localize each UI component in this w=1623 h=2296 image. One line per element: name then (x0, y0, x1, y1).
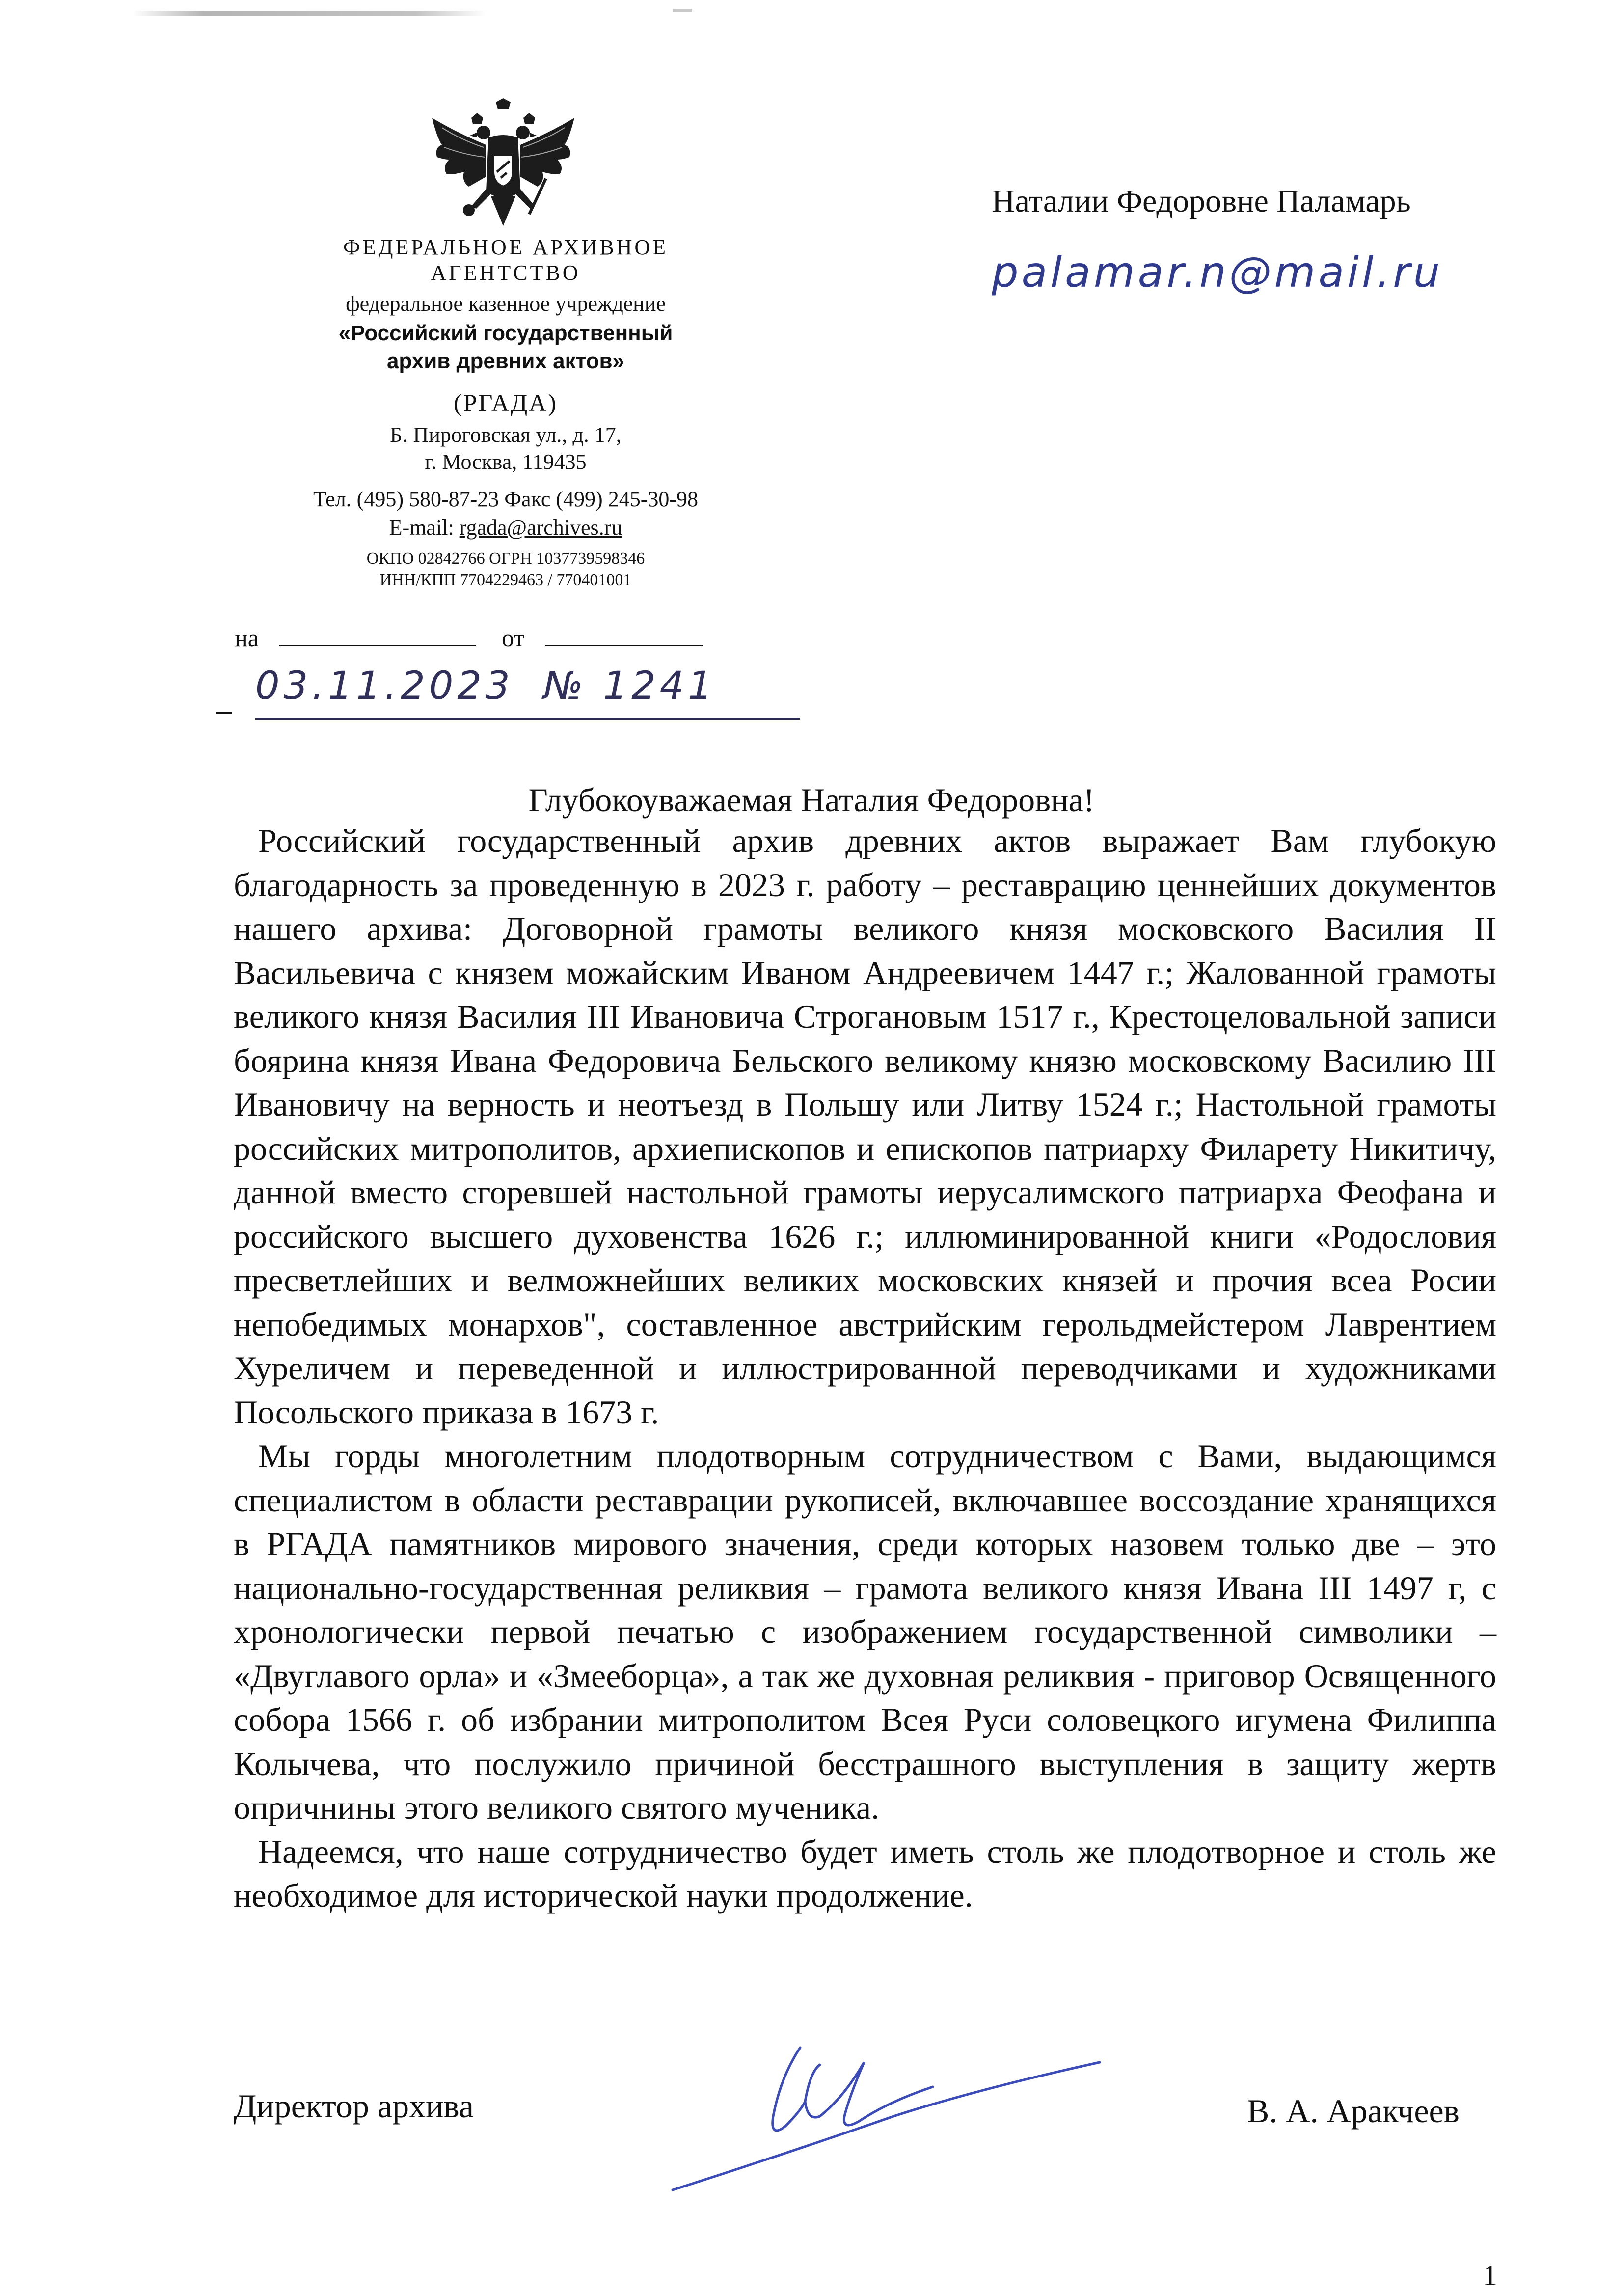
paragraph: Российский государственный архив древних актов выражает Вам глубокую благодарность за проведенную в 2023 г. работу – реставрацию ценнейших документов нашего архива: Договорной грамоты великого князя московского Василия II Васильевича с князем можайским Иваном Андреевичем 1447 г.; Жалованной грамоты великого князя Василия III Ивановича Строгановым 1517 г., Крестоцеловальной записи боярина князя Ивана Федоровича Бельского великому князю московскому Василию III Ивановичу на верность и неотъезд в Польшу или Литву 1524 г.; Настольной грамоты российских митрополитов, архиепископов и епископов патриарху Филарету Никитичу, данной вместо сгоревшей настольной грамоты иерусалимского патриарха Феофана и российского высшего духовенства 1626 г.; иллюминированной книги «Родословия пресветлейших и велможнейших великих московских князей и прочия всеа Росии непобедимых монархов", составленное австрийским герольдмейстером Лаврентием Хуреличем и переведенной и иллюстрированной переводчиками и художниками Посольского приказа в 1673 г. (234, 822, 1496, 1431)
scan-artifact (673, 9, 692, 12)
handwritten-reference (255, 664, 800, 720)
registration-codes (236, 548, 776, 591)
letterhead-agency (236, 235, 776, 286)
letter-body (234, 819, 1496, 1918)
recipient-name: Наталии Федоровне Паламарь (992, 183, 1411, 219)
recipient-email-handwritten: palamar.n@mail.ru (992, 248, 1443, 297)
na-label: на (235, 624, 259, 652)
institution-abbreviation: (РГАДА) (454, 389, 558, 416)
dash-mark (216, 712, 232, 714)
codes-line-1: ОКПО 02842766 ОГРН 1037739598346 (366, 549, 645, 568)
agency-line-2: АГЕНТСТВО (431, 261, 581, 285)
reference-line (235, 624, 703, 652)
handwritten-date: 03.11.2023 (255, 664, 514, 708)
email-label: E-mail: (389, 516, 460, 540)
letterhead-email (236, 515, 776, 541)
address-line-1: Б. Пироговская ул., д. 17, (390, 423, 622, 447)
institution-name (236, 319, 776, 375)
institution-name-line-2: архив древних актов» (386, 349, 625, 373)
signatory-title: Директор архива (234, 2087, 474, 2125)
paragraph: Надеемся, что наше сотрудничество будет иметь столь же плодотворное и столь же необходимое для исторической науки продолжение. (234, 1832, 1496, 1914)
scan-artifact (133, 11, 486, 16)
ot-blank (545, 625, 703, 646)
salutation: Глубокоуважаемая Наталия Федоровна! (528, 781, 1095, 819)
codes-line-2: ИНН/КПП 7704229463 / 770401001 (379, 571, 632, 589)
coat-of-arms-emblem (422, 98, 584, 241)
signatory-name: В. А. Аракчеев (1247, 2092, 1460, 2130)
page-number: 1 (1483, 2259, 1497, 2292)
phone-fax: Тел. (495) 580-87-23 Факс (499) 245-30-98 (313, 487, 698, 511)
handwritten-signature (658, 2043, 1109, 2195)
handwritten-number: № 1241 (543, 664, 717, 708)
address (236, 421, 776, 475)
ot-label: от (501, 624, 525, 652)
agency-line-1: ФЕДЕРАЛЬНОЕ АРХИВНОЕ (343, 235, 669, 259)
address-line-2: г. Москва, 119435 (425, 450, 587, 474)
na-blank (279, 625, 476, 646)
email-link[interactable]: rgada@archives.ru (459, 516, 622, 540)
paragraph: Мы горды многолетним плодотворным сотрудничеством с Вами, выдающимся специалистом в области реставрации рукописей, включавшее воссоздание хранящихся в РГАДА памятников мирового значения, среди которых назовем только две – это национально-государственная реликвия – грамота великого князя Ивана III 1497 г, с хронологически первой печатью с изображением государственной символики – «Двуглавого орла» и «Змееборца», а так же духовная реликвия - приговор Освященного собора 1566 г. об избрании митрополитом Всея Руси соловецкого игумена Филиппа Колычева, что послужило причиной бесстрашного выступления в защиту жертв опричнины этого великого святого мученика. (234, 1437, 1496, 1826)
institution-type: федеральное казенное учреждение (346, 292, 666, 316)
institution-name-line-1: «Российский государственный (338, 321, 673, 345)
